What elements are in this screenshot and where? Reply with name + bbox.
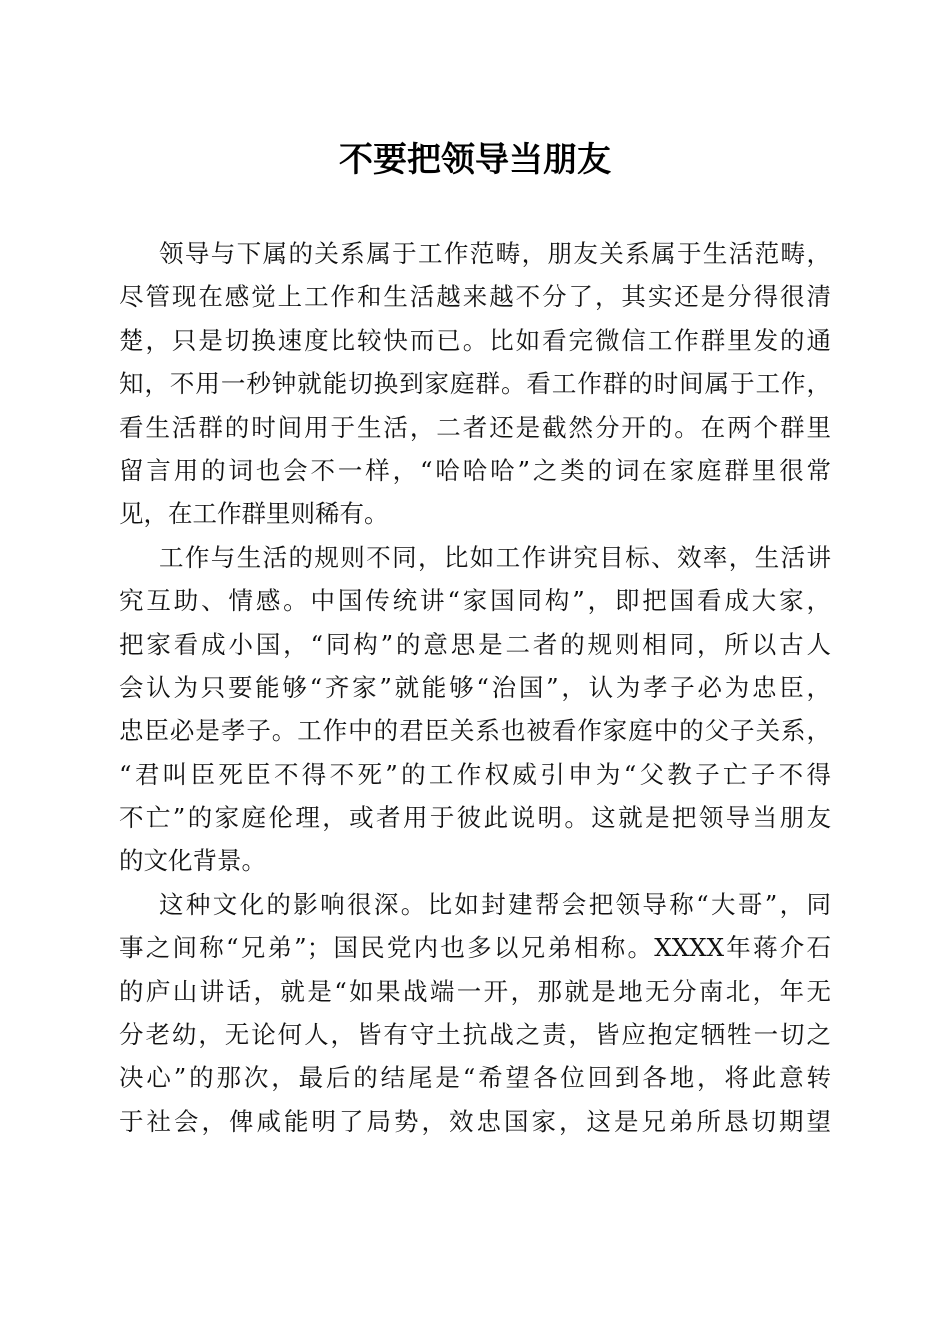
paragraph-line: “君叫臣死臣不得不死”的工作权威引申为“父教子亡子不得 <box>119 759 831 789</box>
paragraph-line: 领导与下属的关系属于工作范畴，朋友关系属于生活范畴， <box>159 239 831 268</box>
paragraph-line: 见，在工作群里则稀有。 <box>119 499 389 529</box>
paragraph-line: 尽管现在感觉上工作和生活越来越不分了，其实还是分得很清 <box>119 282 831 312</box>
paragraph-line: 事之间称“兄弟”；国民党内也多以兄弟相称。XXXX年蒋介石 <box>119 933 831 963</box>
paragraph-line: 看生活群的时间用于生活，二者还是截然分开的。在两个群里 <box>119 412 831 442</box>
paragraph-line: 的庐山讲话，就是“如果战端一开，那就是地无分南北，年无 <box>119 976 831 1006</box>
paragraph-line: 把家看成小国，“同构”的意思是二者的规则相同，所以古人 <box>119 629 831 659</box>
paragraph-line: 于社会，俾咸能明了局势，效忠国家，这是兄弟所恳切期望 <box>119 1106 831 1136</box>
paragraph-line: 忠臣必是孝子。工作中的君臣关系也被看作家庭中的父子关系， <box>119 716 831 746</box>
paragraph-line: 的文化背景。 <box>119 846 266 876</box>
paragraph-line: 分老幼，无论何人，皆有守土抗战之责，皆应抱定牺牲一切之 <box>119 1020 831 1050</box>
paragraph-line: 工作与生活的规则不同，比如工作讲究目标、效率，生活讲 <box>159 542 831 572</box>
paragraph-2 <box>119 536 831 883</box>
paragraph-line: 知，不用一秒钟就能切换到家庭群。看工作群的时间属于工作， <box>119 369 831 399</box>
paragraph-line: 究互助、情感。中国传统讲“家国同构”，即把国看成大家， <box>119 586 831 616</box>
paragraph-1 <box>119 232 831 536</box>
paragraph-3 <box>119 883 831 1143</box>
paragraph-line: 楚，只是切换速度比较快而已。比如看完微信工作群里发的通 <box>119 325 831 355</box>
document-title: 不要把领导当朋友 <box>339 140 611 180</box>
paragraph-line: 留言用的词也会不一样，“哈哈哈”之类的词在家庭群里很常 <box>119 455 831 485</box>
document-body <box>119 232 831 1143</box>
paragraph-line: 会认为只要能够“齐家”就能够“治国”，认为孝子必为忠臣， <box>119 672 831 702</box>
paragraph-line: 决心”的那次，最后的结尾是“希望各位回到各地，将此意转 <box>119 1063 831 1093</box>
paragraph-line: 这种文化的影响很深。比如封建帮会把领导称“大哥”，同 <box>159 889 831 919</box>
paragraph-line: 不亡”的家庭伦理，或者用于彼此说明。这就是把领导当朋友 <box>119 803 831 833</box>
